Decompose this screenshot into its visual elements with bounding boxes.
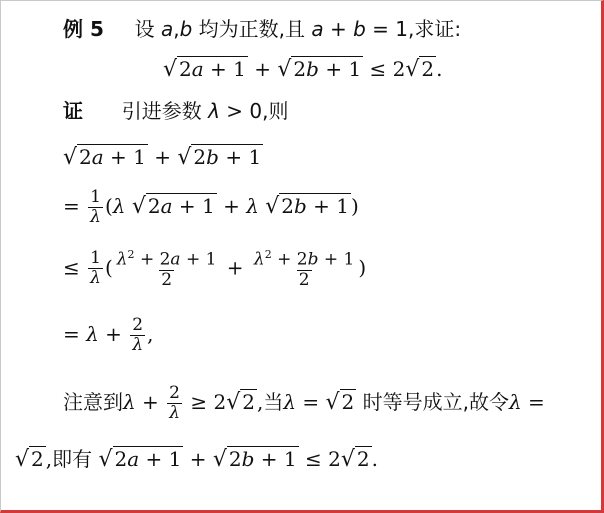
proof-label: 证	[63, 99, 83, 123]
example-statement: 设 a,b 均为正数,且 a + b = 1,求证:	[134, 17, 462, 41]
proof-step-3: ≤ $\frac{1}{\lambda}$ ( $\frac{\lambda^2 + 2a + 1}{2}$ + $\frac{\lambda^2 + 2b + 1}{2}$ )	[63, 248, 367, 290]
target-inequality: √ 2a + 1 + √ 2b + 1 ≤ 2√ 2 .	[163, 57, 443, 82]
proof-step-1: √ 2a + 1 + √ 2b + 1	[63, 145, 262, 170]
example-label: 例 5	[63, 17, 104, 41]
proof-step-4: = λ + $\frac{2}{\lambda}$ ,	[63, 315, 154, 355]
proof-note-line-2: √ 2 ,即有 √ 2a + 1 + √ 2b + 1 ≤ 2√ 2 .	[15, 447, 378, 472]
proof-step-2: = $\frac{1}{\lambda}$ (λ √ 2a + 1 + λ √ 2b + 1 )	[63, 187, 359, 227]
proof-note-line-1: 注意到λ + $\frac{2}{\lambda}$ ≥ 2√ 2 ,当λ = √ 2 时等号成立,故令λ =	[63, 383, 545, 423]
proof-intro: 引进参数 λ > 0,则	[121, 99, 289, 123]
proof-intro-line	[63, 101, 288, 121]
example-heading	[63, 19, 461, 39]
